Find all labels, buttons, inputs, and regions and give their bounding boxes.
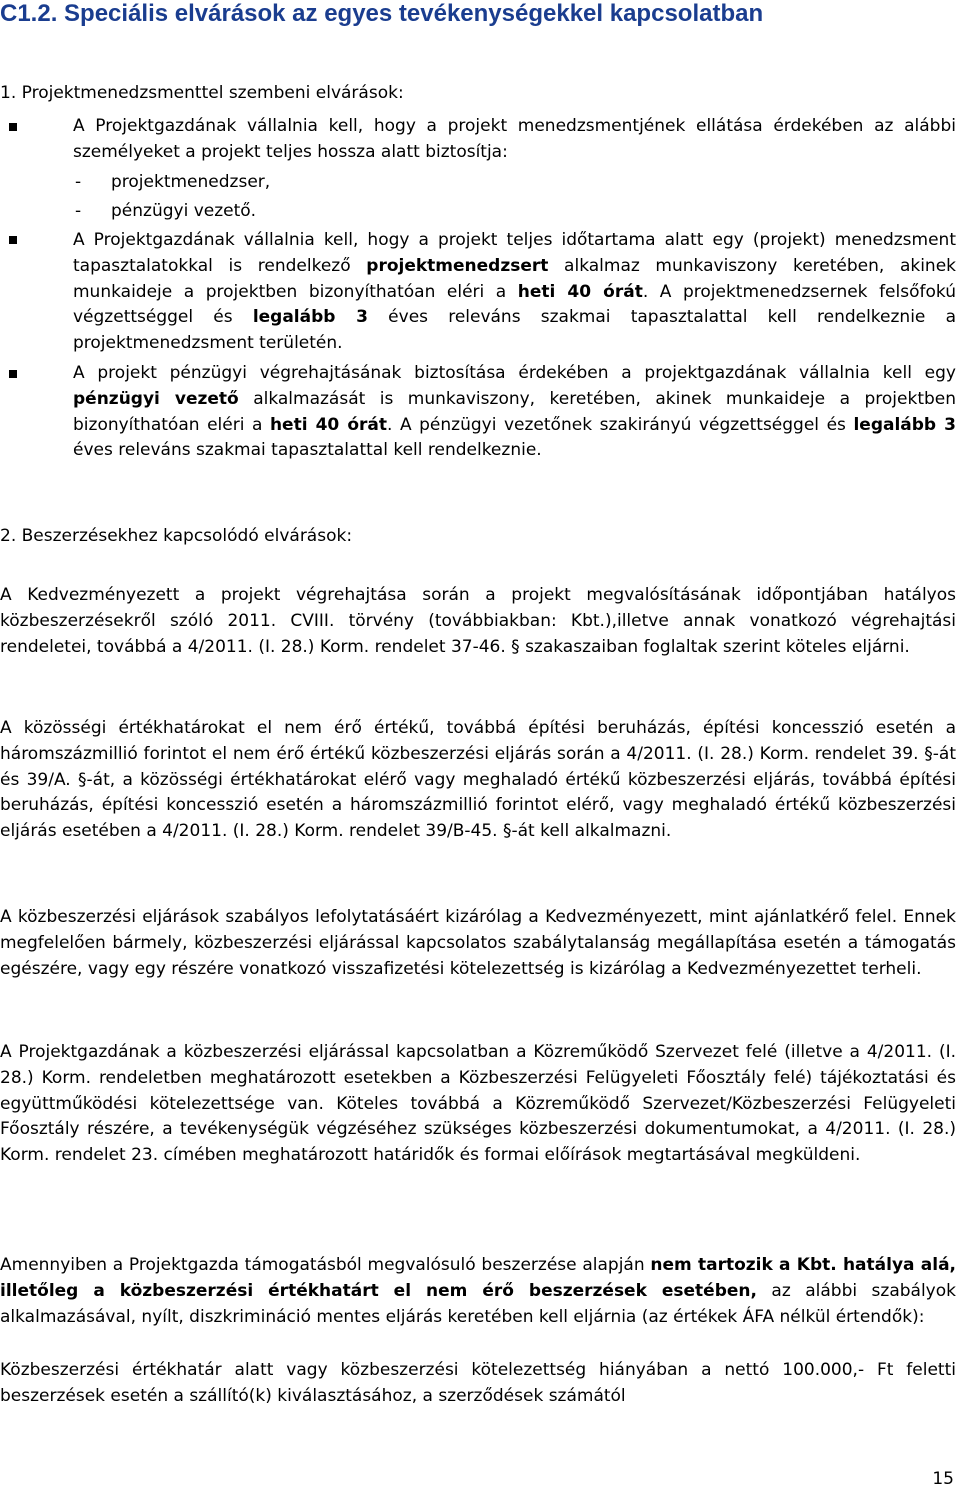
dash-item: - pénzügyi vezető. [75,201,257,221]
paragraph: Amennyiben a Projektgazda támogatásból megvalósuló beszerzése alapján nem tartozik a Kbt. hatálya alá, illetőleg a közbeszerzési értékhatárt el nem érő beszerzések esetében, az alábbi szabályok alkalmazásával, nyílt, diszkrimináció mentes eljárás keretében kell eljárnia (az értékek ÁFA nélkül értendők): [0,1255,956,1327]
paragraph: A Projektgazdának a közbeszerzési eljárással kapcsolatban a Közreműködő Szervezet felé (illetve a 4/2011. (I. 28.) Korm. rendeletben meghatározott esetekben a Közbeszerzési Felügyeleti Főosztály felé) tájékoztatási és együttműködési kötelezettsége van. Köteles továbbá a Közreműködő Szervezet/Közbeszerzési Felügyeleti Főosztály részére, a tevékenységük végzéséhez szükséges közbeszerzési dokumentumokat, a 4/2011. (I. 28.) Korm. rendelet 23. címében meghatározott határidők és formai előírások megtartásával megküldeni. [0,1042,956,1166]
section-heading: C1.2. Speciális elvárások az egyes tevékenységekkel kapcsolatban [0,0,764,27]
dash-item-label: pénzügyi vezető. [111,201,257,221]
paragraph: A Kedvezményezett a projekt végrehajtása során a projekt megvalósításának időpontjában hatályos közbeszerzésekről szóló 2011. CVIII. törvény (továbbiakban: Kbt.),illetve annak vonatkozó végrehajtási rendeletei, továbbá a 4/2011. (I. 28.) Korm. rendelet 37-46. § szakaszaiban foglaltak szerint köteles eljárni. [0,585,956,657]
section2-title: 2. Beszerzésekhez kapcsolódó elvárások: [0,526,353,546]
emphasis: pénzügyi vezető [73,388,239,409]
paragraph: Közbeszerzési értékhatár alatt vagy közbeszerzési kötelezettség hiányában a nettó 100.000,- Ft feletti beszerzések esetén a szállító(k) kiválasztásához, a szerződések számától [0,1360,956,1406]
dash-item: - projektmenedzser, [75,172,271,192]
paragraph: A közbeszerzési eljárások szabályos lefolytatásáért kizárólag a Kedvezményezett, mint ajánlatkérő felel. Ennek megfelelően bármely, közbeszerzési eljárással kapcsolatos szabálytalanság megállapítása esetén a támogatás egészére, vagy egy részére vonatkozó visszafizetési kötelezettség is kizárólag a Kedvezményezettet terheli. [0,907,956,979]
emphasis: legalább 3 [252,307,368,328]
section1-title: 1. Projektmenedzsmenttel szembeni elvárások: [0,83,404,103]
emphasis: nem tartozik a Kbt. hatálya alá, illetőleg a közbeszerzési értékhatárt el nem érő beszerzések esetében, [0,1255,956,1301]
bullet-square-icon [9,370,17,378]
bullet-square-icon [9,123,17,131]
emphasis: heti 40 órát [269,414,387,435]
bullet-square-icon [9,236,17,244]
emphasis: heti 40 órát [517,281,643,302]
dash-item-label: projektmenedzser, [111,172,271,192]
emphasis: legalább 3 [853,414,957,435]
section1-bullet1: A Projektgazdának vállalnia kell, hogy a projekt menedzsmentjének ellátása érdekében az alábbi személyeket a projekt teljes hossza alatt biztosítja: [73,116,956,162]
emphasis: projektmenedzsert [366,255,549,276]
paragraph: A közösségi értékhatárokat el nem érő értékű, továbbá építési beruházás, építési koncesszió esetén a háromszázmillió forintot el nem érő értékű közbeszerzési eljárás során a 4/2011. (I. 28.) Korm. rendelet 39. §-át és 39/A. §-át, a közösségi értékhatárokat elérő vagy meghaladó értékű közbeszerzési eljárás, továbbá építési beruházás, építési koncesszió esetén a háromszázmillió forintot elérő, vagy meghaladó értékű közbeszerzési eljárás esetében a 4/2011. (I. 28.) Korm. rendelet 39/B-45. §-át kell alkalmazni. [0,718,956,842]
section1-bullet2: A Projektgazdának vállalnia kell, hogy a projekt teljes időtartama alatt egy (projekt) menedzsment tapasztalatokkal is rendelkező projektmenedzsert alkalmaz munkaviszony keretében, akinek munkaideje a projektben bizonyíthatóan eléri a heti 40 órát. A projektmenedzsernek felsőfokú végzettséggel és legalább 3 éves releváns szakmai tapasztalattal kell rendelkeznie a projektmenedzsment területén. [73,230,957,354]
page-number: 15 [932,1469,954,1489]
section1-bullet3: A projekt pénzügyi végrehajtásának biztosítása érdekében a projektgazdának vállalnia kell egy pénzügyi vezető alkalmazását is munkaviszony, keretében, akinek munkaideje a projektben bizonyíthatóan eléri a heti 40 órát. A pénzügyi vezetőnek szakirányú végzettséggel és legalább 3 éves releváns szakmai tapasztalattal kell rendelkeznie. [73,363,957,461]
